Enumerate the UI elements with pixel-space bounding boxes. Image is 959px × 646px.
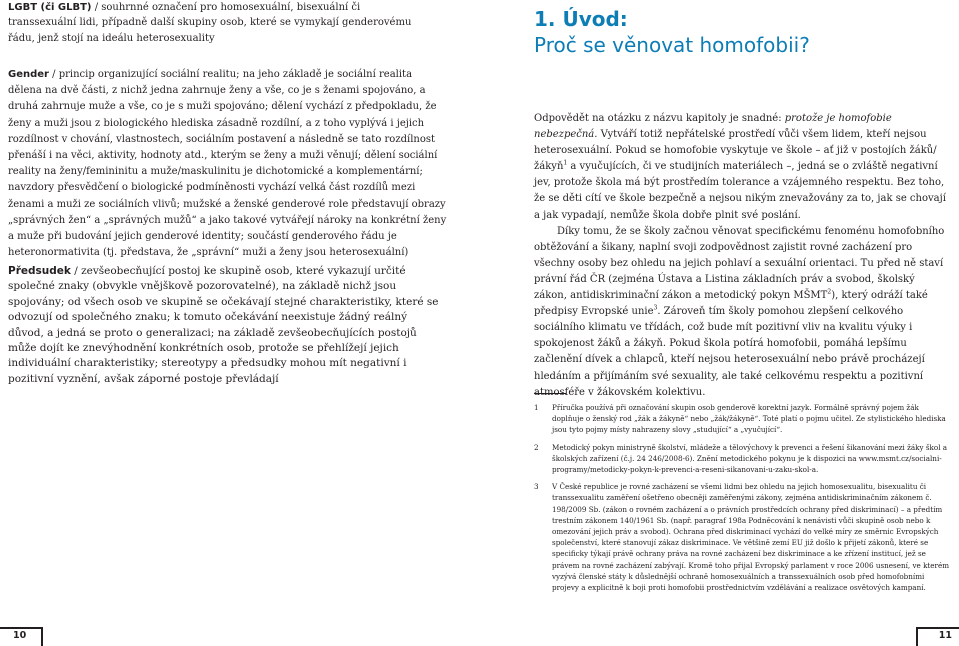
definition-lgbt-text: / souhrnné označení pro homosexuální, bisexuální či transsexuální lidi, případně další skupiny osob, které se vymykají genderovému řádu, jenž stojí na ideálu heterosexuality (8, 2, 412, 44)
definition-gender (8, 67, 448, 261)
intro-p2-middle: ), který odráží také předpisy Evropské unie (534, 290, 928, 318)
footnotes (534, 402, 950, 599)
footnote-text: Metodický pokyn ministryně školství, mládeže a tělovýchovy k prevenci a řešení šikanování mezi žáky škol a školských zařízení (č.j. 24 246/2008-6). Znění metodického pokynu je k dispozici na www.msmt.cz/socialni-programy/metodicky-pokyn-k-prevenci-a-reseni-sikanovani-u-zaku-skol-a. (552, 442, 948, 475)
footnote-text: V České republice je rovné zacházení se všemi lidmi bez ohledu na jejich homosexualitu, bisexualitu či transsexualitu zaměření ošetřeno obecněji zaměřenými zákony, zejména antidiskriminačním zákonem č. 198/2009 Sb. (zákon o rovném zacházení a o právních prostředcích ochrany před diskriminací) – a předtím trestním zákonem 140/1961 Sb. (např. paragraf 198a Podněcování k nenávisti vůči skupině osob nebo k omezování jejich práv a svobod). Ochrana před diskriminací vychází do velké míry ze směrnic Evropských společenství, které stanovují zákaz diskriminace. Ve většině zemí EU již došlo k přijetí zákonů, které se specificky týkají právě ochrany práva na rovné zacházení bez diskriminace a ke zřízení institucí, jež se právem na rovné zacházení zabývají. Kromě toho přijal Evropský parlament v roce 2006 usnesení, ve kterém vyzývá členské státy k důslednější ochraně homosexuálních a transsexuálních osob před homofobními projevy a explicitně k boji proti homofobii prostřednictvím vzdělávání a realizace osvětových kampaní. (552, 482, 950, 593)
definition-predsudek-text: / zevšeobecňující postoj ke skupině osob, které vykazují určité společné znaky (obvykle vnějškově pozorovatelné), na základě nichž jsou spojovány; od všech osob ve skupině se očekávají stejné charakteristiky, které se odvozují od společného znaku; k tomuto očekávání neexistuje žádný reálný důvod, a jedná se proto o generalizaci; na základě zevšeobecňujících postojů může dojít ke znevýhodnění konkrétních osob, protože se přehlížejí jejich individuální charakteristiky; stereotypy a předsudky mohou mít negativní i pozitivní vyznění, avšak záporné postoje převládají (8, 265, 439, 385)
intro-p1-middle: Vytváří totiž nepřátelské prostředí vůči všem lidem, kteří nejsou heterosexuální. Pokud se homofobie vyskytuje ve škole – ať již v postojích žáků/žákyň (534, 129, 937, 173)
intro-p1-start: Odpovědět na otázku z názvu kapitoly je snadné: (534, 113, 785, 124)
left-page (0, 0, 470, 646)
chapter-subtitle: Proč se věnovat homofobii? (534, 33, 810, 57)
footnote-ref-2: 2 (827, 288, 832, 296)
definition-predsudek (8, 264, 440, 387)
term-gender: Gender (8, 69, 49, 80)
footnote-ref-1: 1 (563, 159, 568, 167)
footnote-number: 2 (534, 442, 539, 452)
definition-gender-text: / princip organizující sociální realitu; na jeho základě je sociální realita dělena na dvě části, z nichž jedna zahrnuje ženy a vše, co je s ženami spojováno, a druhá zahrnuje muže a vše, co je s muži spojováno; dělení vychází z předpokladu, že ženy a muži jsou z biologického hlediska zásadně rozdílní, a z toho vyplývá i jejich rozdílnost v chování, vlastnostech, sociálním postavení a následně se tato rozdílnost přenáší i na věci, aktivity, hodnoty atd., kterým se ženy a muži věnují; dělení sociální reality na ženy/femininitu a muže/maskulinitu je dichotomické a komplementární; navzdory přesvědčení o biologické podmíněnosti vychází velká část rozdílů mezi ženami a muži ze sociálních vlivů; mužské a ženské genderové role představují obrazy „správných žen“ a „správných mužů“ a jako takové vytvářejí nároky na konkrétní ženy a muže při budování jejich genderové identity; součástí genderového řádu je heteronormativita (tj. představa, že „správní“ muži a ženy jsou heterosexuální) (8, 69, 447, 259)
intro-p1-italic: protože je homofobie nebezpečná. (534, 113, 892, 141)
page-number-right: 11 (938, 630, 952, 641)
footnote-number: 3 (534, 482, 539, 492)
intro-text (534, 111, 950, 401)
chapter-title: 1. Úvod: (534, 7, 628, 31)
footnote-2 (534, 442, 950, 476)
footnote-3 (534, 481, 950, 593)
right-page (479, 0, 959, 646)
footnote-divider (534, 393, 566, 394)
intro-p1-end: a vyučujících, či ve studijních materiálech –, jedná se o zvláště negativní jev, protože škola má být prostředím tolerance a vzájemného respektu. Bez toho, že se děti cítí ve škole bezpečně a nejsou nikým znevažovány za to, jak se chovají a jak vypadají, nemůže škola dobře plnit své poslání. (534, 161, 946, 221)
intro-p2-end: . Zároveň tím školy pomohou zlepšení celkového sociálního klimatu ve třídách, což bude mít pozitivní vliv na kvalitu výuky i spokojenost žáků a žákyň. Pokud škola potírá homofobii, pomáhá lepšímu začlenění dívek a chlapců, kteří nejsou heterosexuální nebo právě procházejí hledáním a přijímáním své sexuality, ale také celkovému respektu a pozitivní atmosféře v žákovském kolektivu. (534, 306, 925, 398)
intro-paragraph-2 (534, 224, 950, 401)
footnote-text: Příručka používá při označování skupin osob genderově korektní jazyk. Formálně správný pojem žák doplňuje o ženský rod „žák a žákyně“ nebo „žák/žákyně“. Toté platí o pojmu učitel. Ze stylistického hlediska jsou tyto pojmy místy nahrazeny slovy „studující“ a „vyučující“. (552, 403, 946, 435)
intro-p2-start: Díky tomu, že se školy začnou věnovat specifickému fenoménu homofobního obtěžování a šikany, naplní svoji zodpovědnost zajistit rovné zacházení pro všechny osoby bez ohledu na jejich pohlaví a sexuální orientaci. Tu před ně staví právní řád ČR (zejména Ústava a Listina základních práv a svobod, školský zákon, antidiskriminační zákon a metodický pokyn MŠMT (534, 225, 945, 302)
definition-lgbt (8, 0, 428, 46)
footnote-1 (534, 402, 950, 436)
term-lgbt: LGBT (či GLBT) (8, 2, 92, 13)
term-predsudek: Předsudek (8, 265, 71, 277)
footnote-ref-3: 3 (653, 304, 658, 312)
page-number-left: 10 (13, 630, 27, 641)
page-number-frame-right (916, 627, 959, 646)
intro-paragraph-1 (534, 111, 950, 224)
footnote-number: 1 (534, 403, 539, 412)
